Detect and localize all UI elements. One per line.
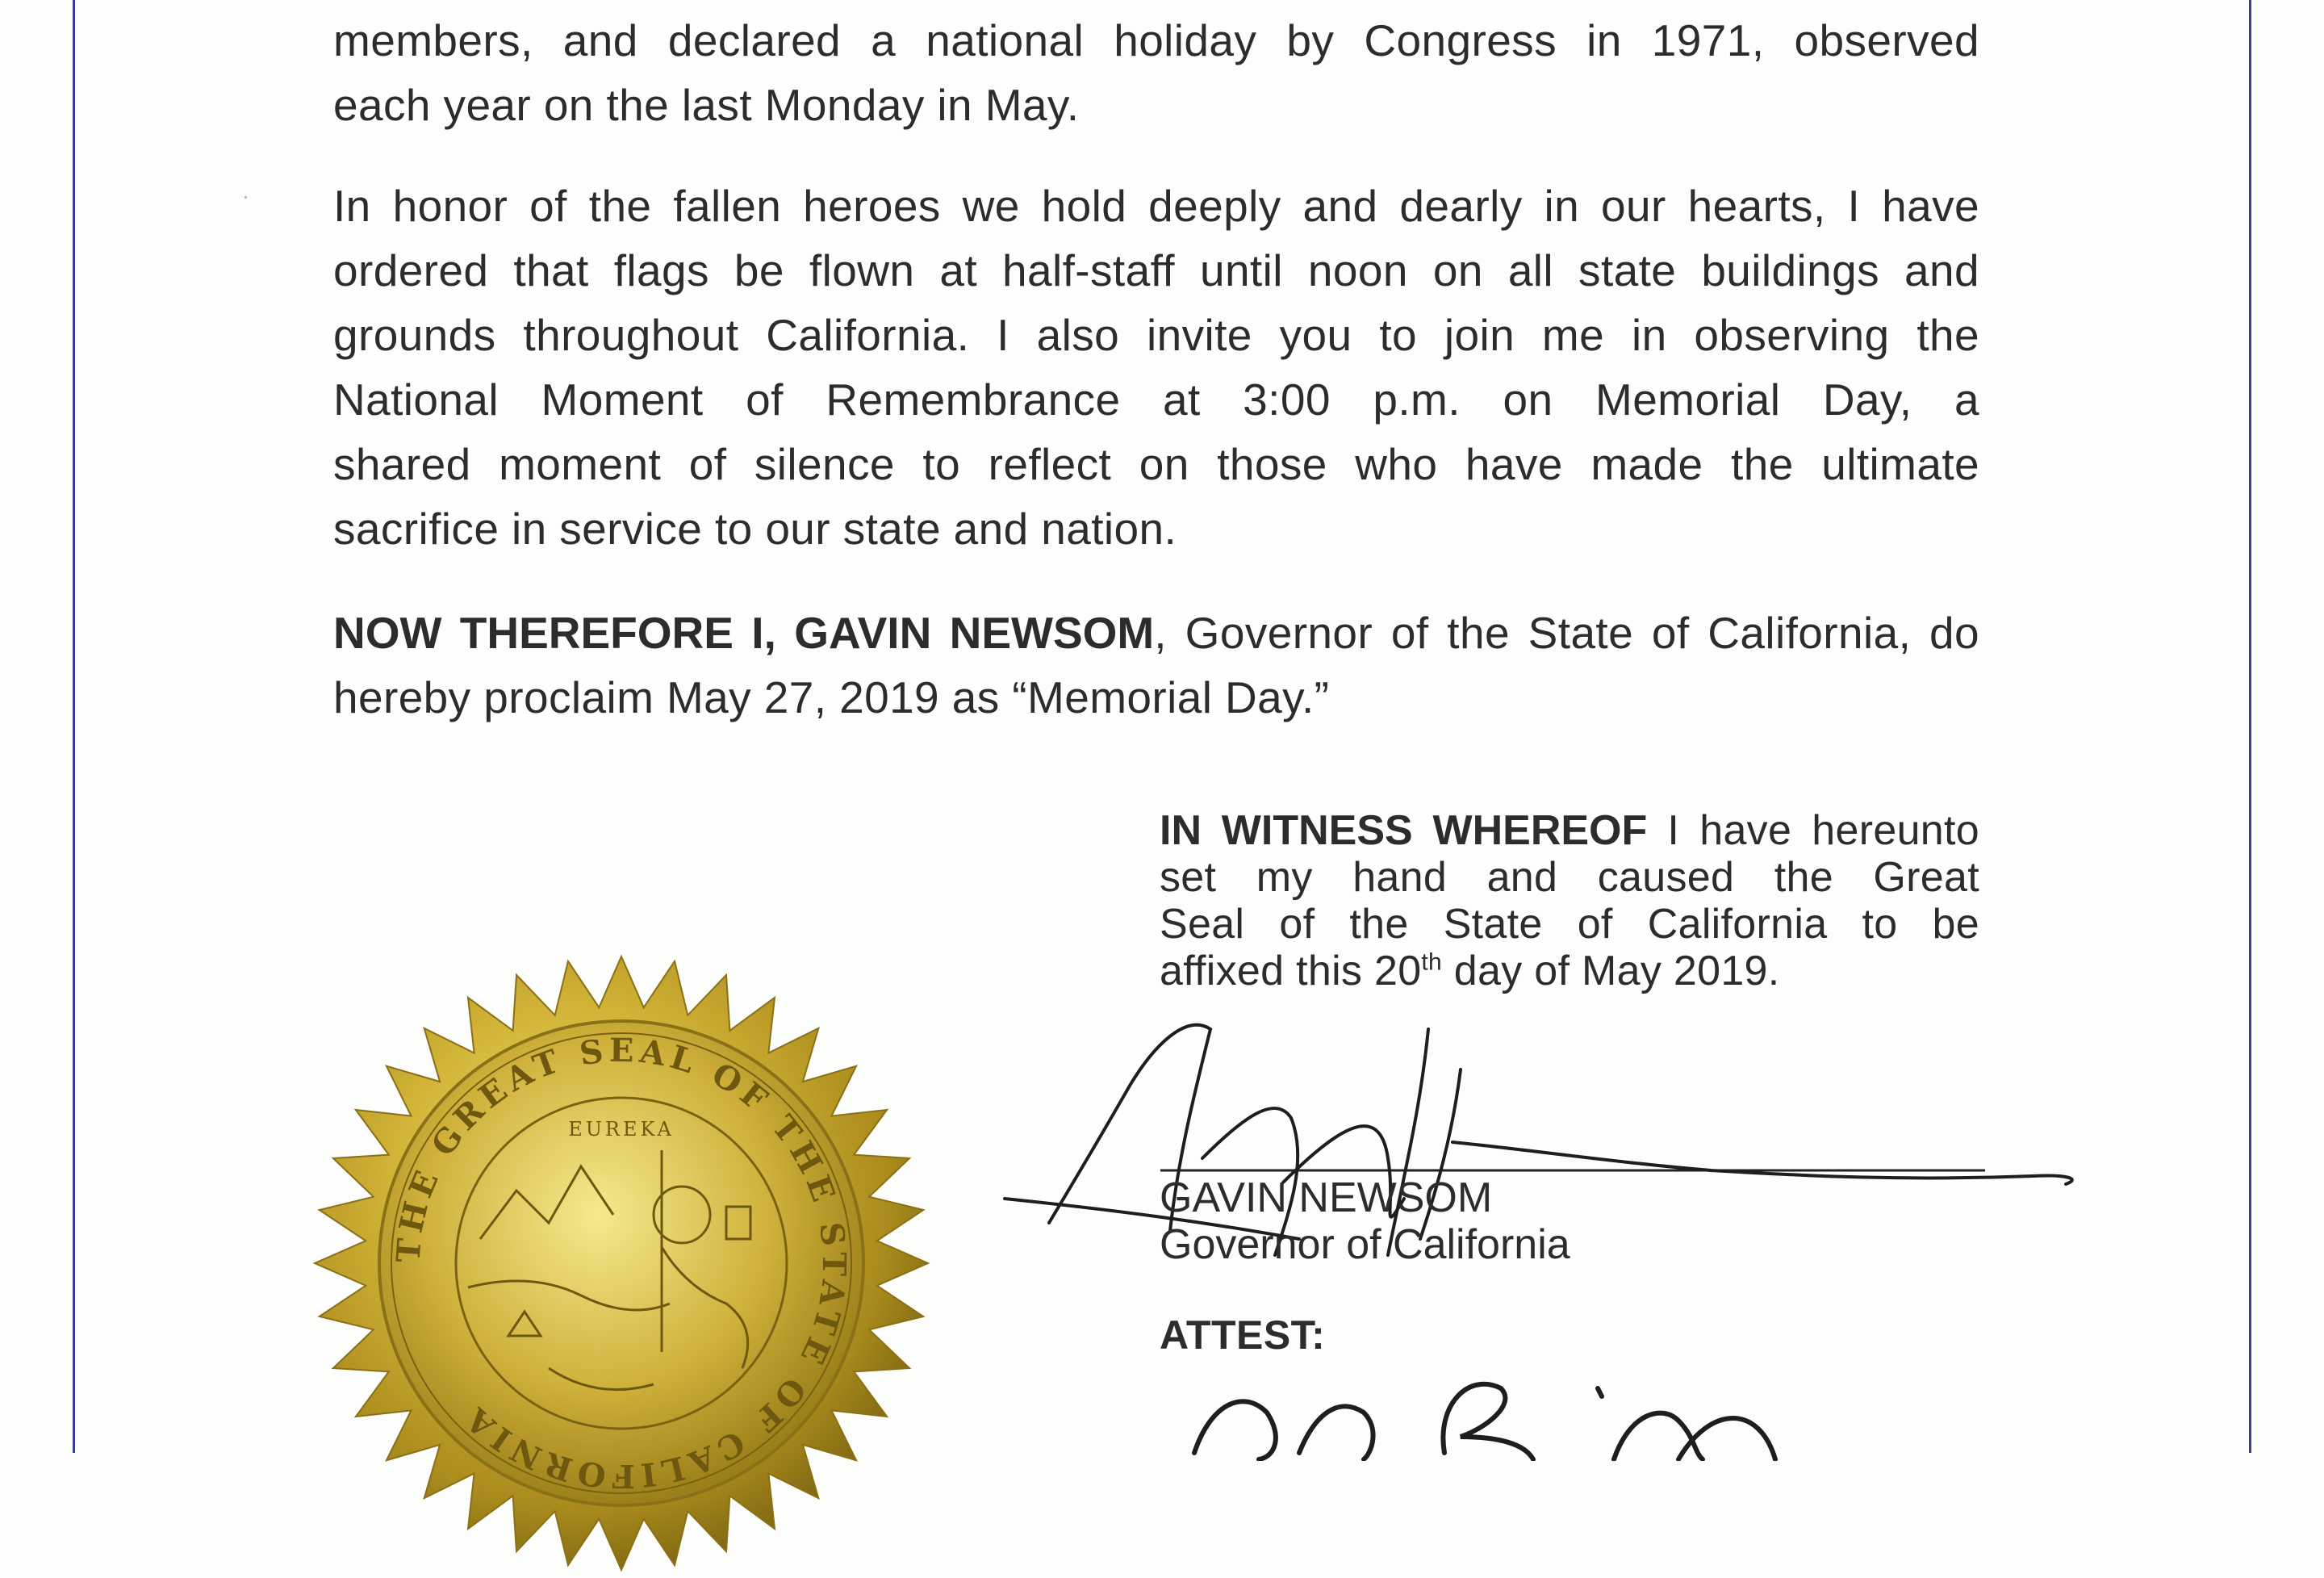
- paragraph-line: grounds throughout California. I also invite you to join me in observing the: [333, 310, 1979, 360]
- proclaim-rest: , Governor of the State of California, do: [1154, 608, 1979, 658]
- page-border-left: [73, 0, 75, 1453]
- signatory-block: [1160, 1174, 1570, 1268]
- paragraph-line: shared moment of silence to reflect on those who have made the ultimate: [333, 439, 1979, 489]
- witness-lead: IN WITNESS WHEREOF: [1160, 807, 1648, 854]
- witness-date-post: day of May 2019.: [1442, 948, 1780, 994]
- attest-signature: [1178, 1356, 1791, 1461]
- paragraph-line: ordered that flags be flown at half-staff until noon on all state buildings and: [333, 245, 1979, 295]
- witness-date-pre: affixed this 20: [1160, 948, 1422, 994]
- paragraph-proclaim: [333, 601, 1979, 730]
- paragraph-line: members, and declared a national holiday by Congress in 1971, observed: [333, 15, 1979, 65]
- witness-rest: I have hereunto: [1647, 807, 1979, 854]
- attest-label: ATTEST:: [1160, 1312, 1326, 1358]
- paragraph-line: each year on the last Monday in May.: [333, 80, 1080, 130]
- proclaim-lead: NOW THEREFORE I, GAVIN NEWSOM: [333, 608, 1155, 658]
- paragraph-line: hereby proclaim May 27, 2019 as “Memorial Day.”: [333, 672, 1330, 722]
- witness-line: [1160, 948, 1979, 994]
- seal-disc: [379, 1021, 863, 1505]
- witness-clause: [1160, 807, 1979, 994]
- witness-line: Seal of the State of California to be: [1160, 901, 1979, 948]
- scan-speck: [245, 196, 247, 199]
- great-seal-icon: [307, 948, 936, 1578]
- signatory-title: Governor of California: [1160, 1221, 1570, 1268]
- paragraph-line: National Moment of Remembrance at 3:00 p.m. on Memorial Day, a: [333, 375, 1979, 425]
- witness-line: set my hand and caused the Great: [1160, 854, 1979, 901]
- signatory-name: GAVIN NEWSOM: [1160, 1174, 1493, 1221]
- paragraph-holiday: [333, 8, 1979, 137]
- page-border-right: [2249, 0, 2251, 1453]
- seal-ring-text: THE GREAT SEAL OF THE STATE OF CALIFORNIA: [389, 1031, 854, 1496]
- witness-date-sup: th: [1421, 948, 1443, 976]
- seal-motto: EUREKA: [568, 1118, 675, 1141]
- paragraph-line: sacrifice in service to our state and nation.: [333, 504, 1177, 554]
- paragraph-honor: [333, 174, 1979, 561]
- witness-line: [1160, 807, 1979, 854]
- paragraph-line: [333, 601, 1979, 665]
- paragraph-line: In honor of the fallen heroes we hold deeply and dearly in our hearts, I have: [333, 181, 1979, 231]
